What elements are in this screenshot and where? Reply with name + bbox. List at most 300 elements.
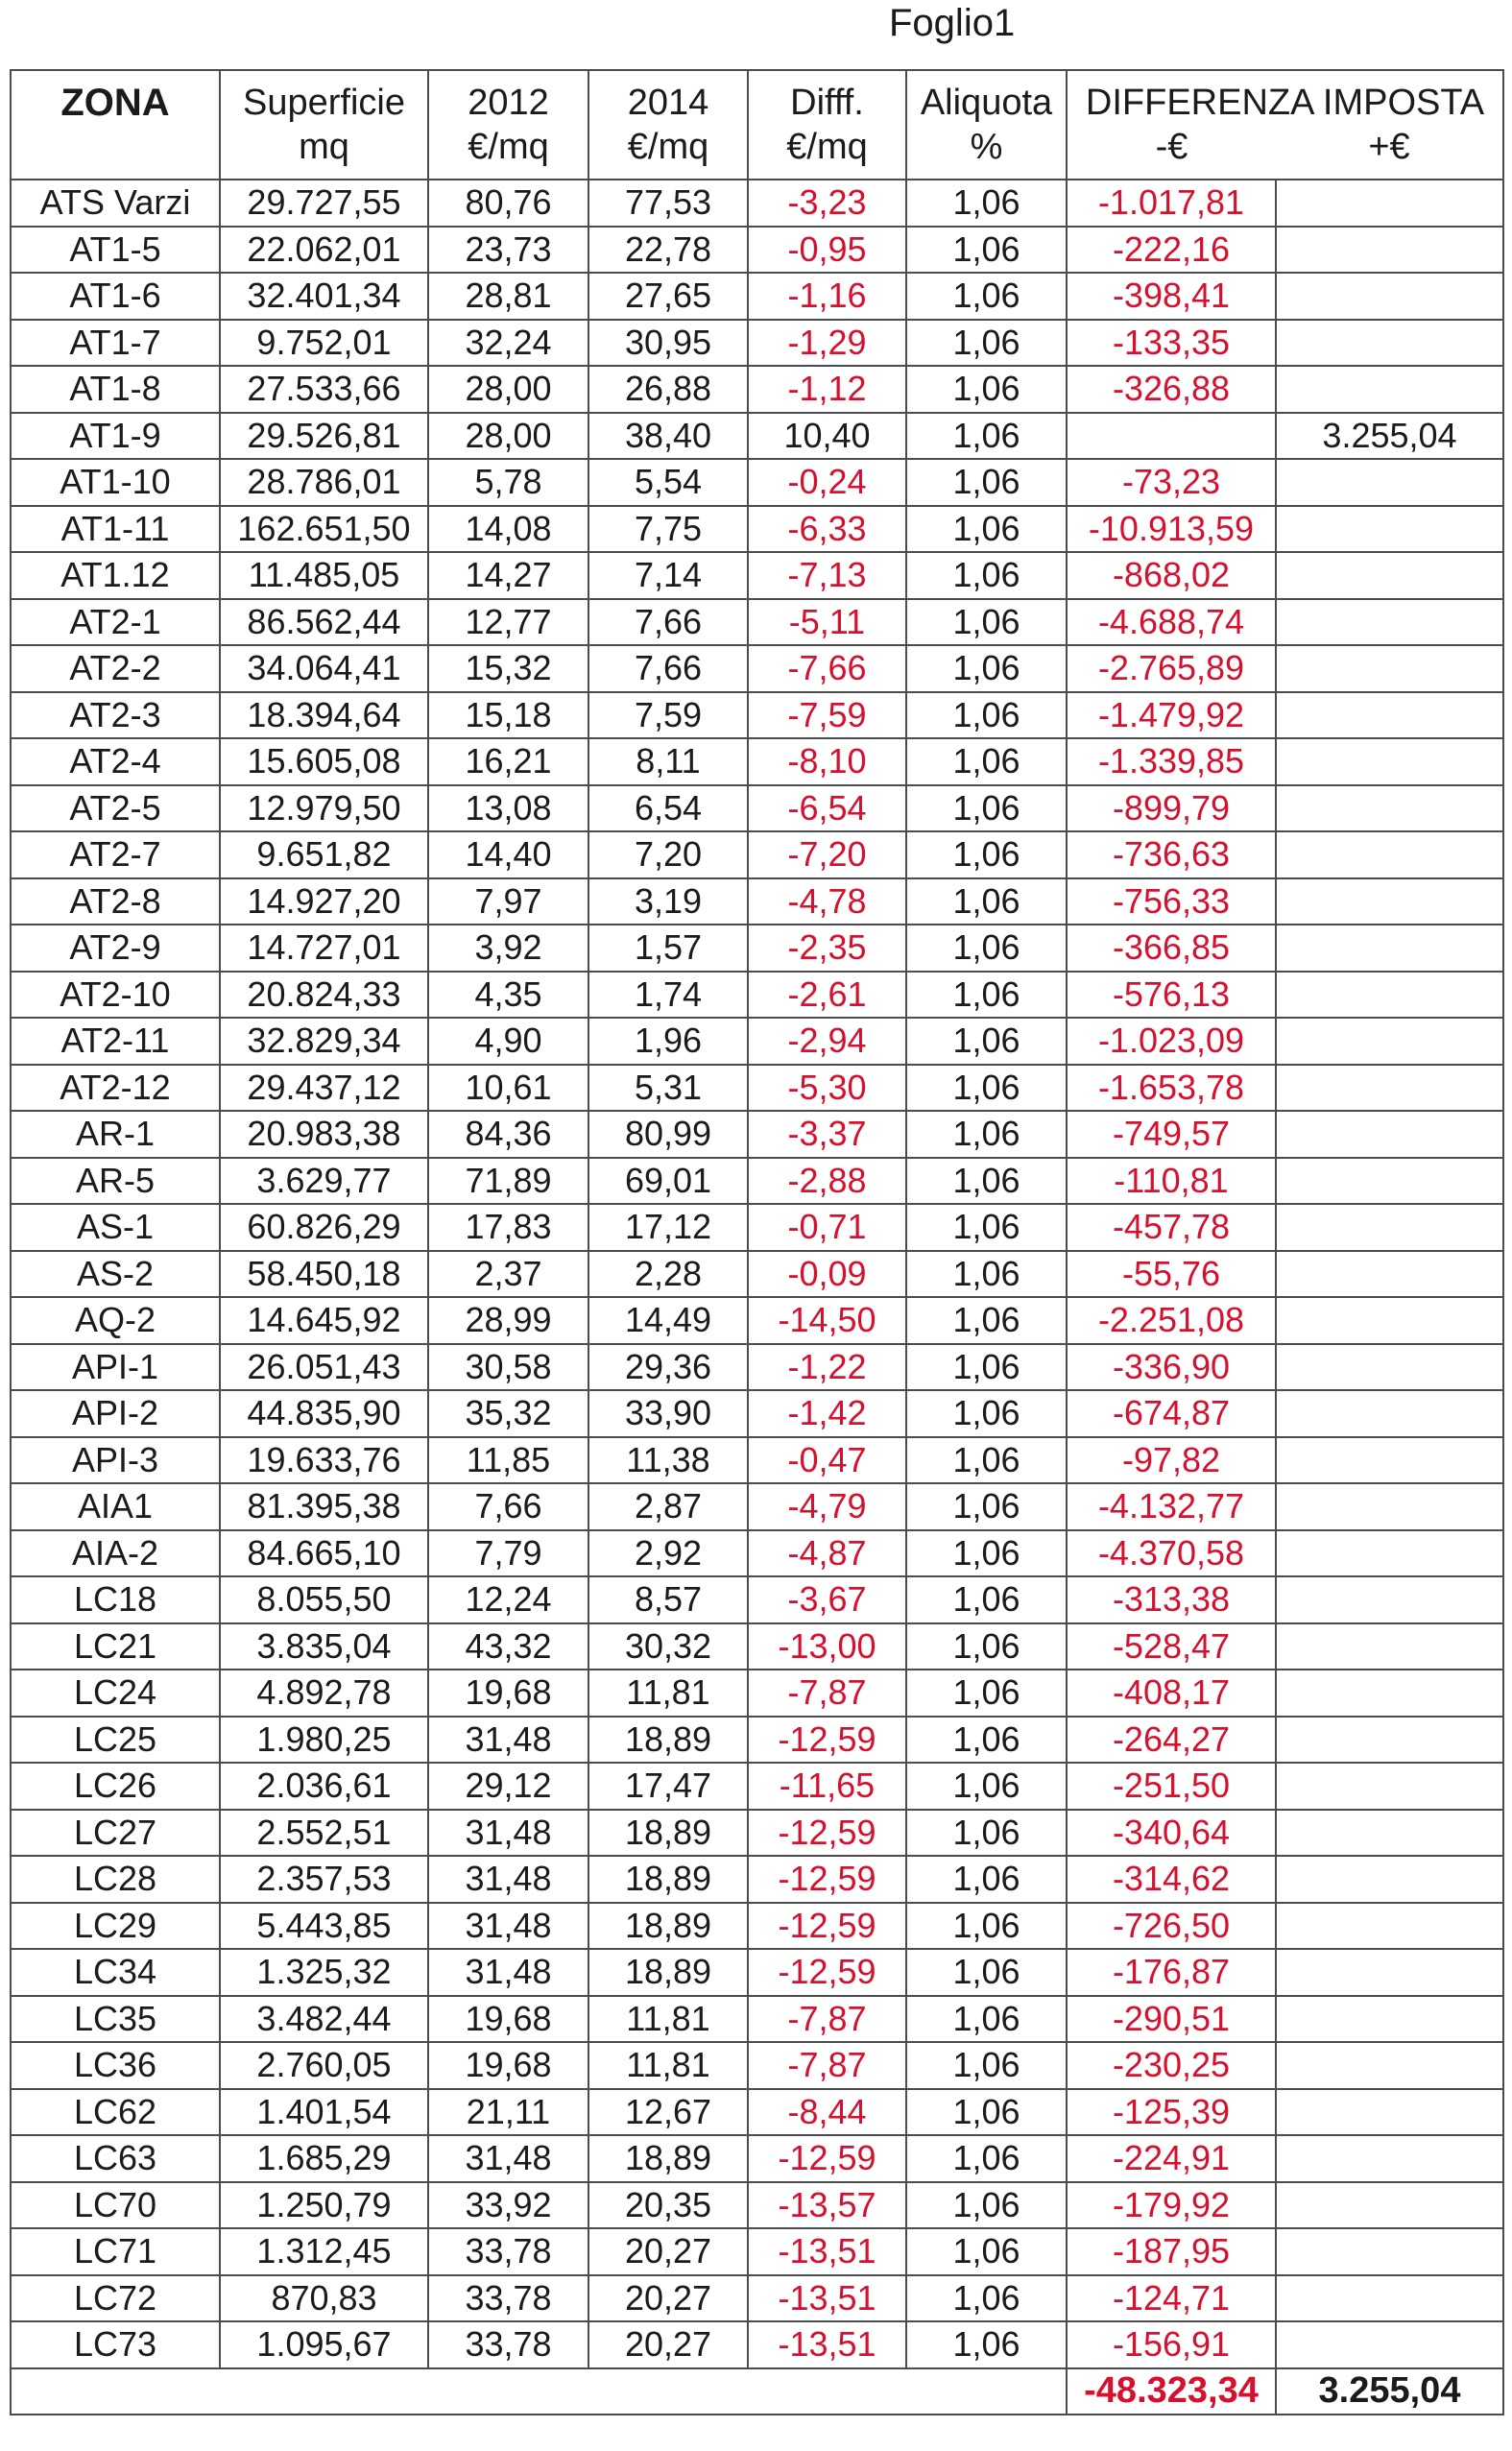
cell-aliquota: 1,06 [906, 1297, 1067, 1344]
cell-2012: 11,85 [428, 1437, 588, 1484]
cell-aliquota: 1,06 [906, 1251, 1067, 1298]
cell-zona: AR-5 [11, 1158, 220, 1205]
cell-2012: 28,81 [428, 273, 588, 320]
table-row [11, 1018, 1503, 1065]
table-row [11, 273, 1503, 320]
cell-zona: AT2-3 [11, 692, 220, 739]
cell-2014: 17,47 [588, 1763, 748, 1810]
cell-aliquota: 1,06 [906, 925, 1067, 972]
cell-diff: -0,09 [748, 1251, 906, 1298]
cell-differenza-pos [1276, 692, 1503, 739]
cell-2012: 33,92 [428, 2182, 588, 2229]
cell-zona: AT2-1 [11, 599, 220, 646]
cell-diff: -7,87 [748, 2042, 906, 2089]
cell-zona: LC24 [11, 1670, 220, 1717]
cell-2012: 10,61 [428, 1065, 588, 1112]
cell-differenza-neg: -749,57 [1067, 1111, 1276, 1158]
cell-differenza-pos [1276, 2089, 1503, 2136]
cell-differenza-neg [1067, 413, 1276, 460]
differenza-imposta-label: DIFFERENZA IMPOSTA [1085, 83, 1485, 123]
cell-zona: AT2-4 [11, 738, 220, 785]
cell-differenza-neg: -1.653,78 [1067, 1065, 1276, 1112]
table-row [11, 1158, 1503, 1205]
cell-differenza-pos [1276, 1483, 1503, 1530]
cell-diff: -12,59 [748, 1903, 906, 1950]
cell-aliquota: 1,06 [906, 831, 1067, 878]
table-row [11, 1903, 1503, 1950]
cell-diff: -14,50 [748, 1297, 906, 1344]
cell-2014: 18,89 [588, 2135, 748, 2182]
cell-zona: LC21 [11, 1623, 220, 1670]
cell-diff: -13,51 [748, 2275, 906, 2322]
table-row [11, 2042, 1503, 2089]
table-row [11, 1576, 1503, 1623]
cell-differenza-neg: -224,91 [1067, 2135, 1276, 2182]
cell-diff: -13,51 [748, 2228, 906, 2275]
cell-aliquota: 1,06 [906, 227, 1067, 274]
cell-2012: 4,90 [428, 1018, 588, 1065]
cell-differenza-neg: -222,16 [1067, 227, 1276, 274]
cell-differenza-neg: -326,88 [1067, 366, 1276, 413]
cell-superficie: 14.927,20 [220, 878, 428, 925]
cell-2014: 18,89 [588, 1810, 748, 1857]
cell-differenza-pos [1276, 599, 1503, 646]
cell-2012: 7,97 [428, 878, 588, 925]
cell-superficie: 2.036,61 [220, 1763, 428, 1810]
cell-2014: 80,99 [588, 1111, 748, 1158]
cell-zona: LC71 [11, 2228, 220, 2275]
cell-2012: 33,78 [428, 2275, 588, 2322]
cell-superficie: 20.983,38 [220, 1111, 428, 1158]
cell-differenza-neg: -736,63 [1067, 831, 1276, 878]
cell-differenza-neg: -133,35 [1067, 320, 1276, 367]
table-row [11, 1390, 1503, 1437]
year2012-header-line1: 2012 [468, 83, 549, 123]
cell-differenza-pos [1276, 1623, 1503, 1670]
year2014-header-line2: €/mq [627, 127, 709, 167]
cell-diff: -2,94 [748, 1018, 906, 1065]
cell-2014: 12,67 [588, 2089, 748, 2136]
table-row [11, 1437, 1503, 1484]
cell-2012: 31,48 [428, 1810, 588, 1857]
cell-superficie: 28.786,01 [220, 459, 428, 506]
cell-differenza-pos [1276, 1717, 1503, 1764]
cell-2012: 15,18 [428, 692, 588, 739]
cell-diff: -1,16 [748, 273, 906, 320]
cell-zona: LC73 [11, 2321, 220, 2368]
cell-aliquota: 1,06 [906, 1670, 1067, 1717]
cell-superficie: 8.055,50 [220, 1576, 428, 1623]
cell-differenza-neg: -2.251,08 [1067, 1297, 1276, 1344]
cell-differenza-pos [1276, 645, 1503, 692]
cell-diff: 10,40 [748, 413, 906, 460]
cell-diff: -8,10 [748, 738, 906, 785]
cell-diff: -4,87 [748, 1530, 906, 1577]
cell-differenza-neg: -528,47 [1067, 1623, 1276, 1670]
table-row [11, 1483, 1503, 1530]
year2012-header-line2: €/mq [468, 127, 549, 167]
cell-differenza-neg: -1.339,85 [1067, 738, 1276, 785]
cell-zona: LC36 [11, 2042, 220, 2089]
cell-aliquota: 1,06 [906, 878, 1067, 925]
differenza-sublabels [1068, 125, 1502, 169]
table-row [11, 1763, 1503, 1810]
cell-2014: 18,89 [588, 1856, 748, 1903]
table-row [11, 1996, 1503, 2043]
cell-2014: 14,49 [588, 1297, 748, 1344]
table-row [11, 1251, 1503, 1298]
cell-2014: 8,11 [588, 738, 748, 785]
cell-2012: 15,32 [428, 645, 588, 692]
cell-2014: 29,36 [588, 1344, 748, 1391]
cell-aliquota: 1,06 [906, 1856, 1067, 1903]
cell-2012: 19,68 [428, 1996, 588, 2043]
col-header-2012 [428, 70, 588, 180]
cell-diff: -3,37 [748, 1111, 906, 1158]
table-row [11, 552, 1503, 599]
cell-differenza-pos [1276, 1996, 1503, 2043]
cell-2014: 18,89 [588, 1903, 748, 1950]
cell-diff: -5,30 [748, 1065, 906, 1112]
cell-2014: 11,81 [588, 1670, 748, 1717]
cell-zona: AT1-6 [11, 273, 220, 320]
table-row [11, 1344, 1503, 1391]
cell-differenza-neg: -124,71 [1067, 2275, 1276, 2322]
cell-zona: AT2-12 [11, 1065, 220, 1112]
cell-zona: AT2-5 [11, 785, 220, 832]
cell-diff: -1,29 [748, 320, 906, 367]
cell-diff: -12,59 [748, 1949, 906, 1996]
col-header-superficie [220, 70, 428, 180]
cell-2012: 30,58 [428, 1344, 588, 1391]
cell-2012: 14,08 [428, 506, 588, 553]
cell-2012: 4,35 [428, 972, 588, 1019]
table-row [11, 1111, 1503, 1158]
cell-diff: -6,54 [748, 785, 906, 832]
cell-aliquota: 1,06 [906, 1903, 1067, 1950]
cell-differenza-pos [1276, 2042, 1503, 2089]
table-row [11, 645, 1503, 692]
cell-2014: 18,89 [588, 1717, 748, 1764]
cell-differenza-neg: -4.688,74 [1067, 599, 1276, 646]
cell-2012: 43,32 [428, 1623, 588, 1670]
cell-superficie: 18.394,64 [220, 692, 428, 739]
table-row [11, 599, 1503, 646]
zona-header-label: ZONA [60, 82, 170, 124]
cell-aliquota: 1,06 [906, 1996, 1067, 2043]
cell-2012: 12,77 [428, 599, 588, 646]
cell-diff: -2,88 [748, 1158, 906, 1205]
cell-2014: 77,53 [588, 180, 748, 227]
table-row [11, 2182, 1503, 2229]
col-header-2014 [588, 70, 748, 180]
cell-superficie: 3.482,44 [220, 1996, 428, 2043]
cell-differenza-neg: -313,38 [1067, 1576, 1276, 1623]
cell-differenza-pos [1276, 1576, 1503, 1623]
cell-zona: AT1-10 [11, 459, 220, 506]
cell-2014: 20,27 [588, 2228, 748, 2275]
cell-2014: 38,40 [588, 413, 748, 460]
cell-superficie: 26.051,43 [220, 1344, 428, 1391]
cell-differenza-neg: -110,81 [1067, 1158, 1276, 1205]
cell-zona: AT1.12 [11, 552, 220, 599]
cell-differenza-neg: -179,92 [1067, 2182, 1276, 2229]
cell-differenza-pos [1276, 1251, 1503, 1298]
cell-superficie: 4.892,78 [220, 1670, 428, 1717]
cell-diff: -13,00 [748, 1623, 906, 1670]
cell-aliquota: 1,06 [906, 2321, 1067, 2368]
cell-aliquota: 1,06 [906, 2089, 1067, 2136]
table-row [11, 1670, 1503, 1717]
cell-aliquota: 1,06 [906, 1018, 1067, 1065]
cell-differenza-pos [1276, 2321, 1503, 2368]
cell-differenza-pos [1276, 273, 1503, 320]
cell-superficie: 44.835,90 [220, 1390, 428, 1437]
cell-differenza-pos [1276, 366, 1503, 413]
cell-superficie: 5.443,85 [220, 1903, 428, 1950]
diff-header-line1: Difff. [790, 83, 864, 123]
cell-differenza-neg: -187,95 [1067, 2228, 1276, 2275]
cell-zona: AT2-9 [11, 925, 220, 972]
cell-zona: AS-1 [11, 1204, 220, 1251]
cell-2014: 11,38 [588, 1437, 748, 1484]
cell-differenza-pos [1276, 1390, 1503, 1437]
cell-superficie: 22.062,01 [220, 227, 428, 274]
cell-zona: LC25 [11, 1717, 220, 1764]
cell-2012: 3,92 [428, 925, 588, 972]
cell-aliquota: 1,06 [906, 1949, 1067, 1996]
cell-differenza-pos [1276, 1111, 1503, 1158]
cell-aliquota: 1,06 [906, 1763, 1067, 1810]
cell-diff: -7,66 [748, 645, 906, 692]
cell-zona: AT1-8 [11, 366, 220, 413]
cell-aliquota: 1,06 [906, 972, 1067, 1019]
cell-aliquota: 1,06 [906, 1065, 1067, 1112]
cell-differenza-pos [1276, 1158, 1503, 1205]
total-negative-cell: -48.323,34 [1067, 2368, 1276, 2415]
cell-2012: 31,48 [428, 1949, 588, 1996]
cell-differenza-neg: -230,25 [1067, 2042, 1276, 2089]
cell-2012: 71,89 [428, 1158, 588, 1205]
cell-2014: 7,59 [588, 692, 748, 739]
cell-2012: 23,73 [428, 227, 588, 274]
cell-2012: 33,78 [428, 2228, 588, 2275]
cell-diff: -1,22 [748, 1344, 906, 1391]
cell-zona: AQ-2 [11, 1297, 220, 1344]
cell-aliquota: 1,06 [906, 2228, 1067, 2275]
cell-diff: -8,44 [748, 2089, 906, 2136]
cell-2014: 7,66 [588, 645, 748, 692]
header-row [11, 70, 1503, 180]
cell-superficie: 32.401,34 [220, 273, 428, 320]
cell-superficie: 32.829,34 [220, 1018, 428, 1065]
cell-differenza-neg: -314,62 [1067, 1856, 1276, 1903]
cell-diff: -0,24 [748, 459, 906, 506]
cell-2012: 14,27 [428, 552, 588, 599]
superficie-header-line2: mq [299, 127, 349, 167]
table-row [11, 2228, 1503, 2275]
cell-2014: 20,35 [588, 2182, 748, 2229]
cell-zona: LC28 [11, 1856, 220, 1903]
cell-differenza-pos [1276, 227, 1503, 274]
cell-aliquota: 1,06 [906, 2135, 1067, 2182]
cell-differenza-pos [1276, 506, 1503, 553]
cell-differenza-pos [1276, 2135, 1503, 2182]
cell-differenza-neg: -2.765,89 [1067, 645, 1276, 692]
table-row [11, 2321, 1503, 2368]
cell-aliquota: 1,06 [906, 2042, 1067, 2089]
cell-2012: 31,48 [428, 2135, 588, 2182]
cell-diff: -4,79 [748, 1483, 906, 1530]
cell-2014: 3,19 [588, 878, 748, 925]
cell-zona: LC26 [11, 1763, 220, 1810]
cell-zona: API-1 [11, 1344, 220, 1391]
cell-differenza-pos [1276, 1297, 1503, 1344]
cell-differenza-neg: -290,51 [1067, 1996, 1276, 2043]
cell-superficie: 27.533,66 [220, 366, 428, 413]
cell-diff: -5,11 [748, 599, 906, 646]
col-header-differenza-imposta [1067, 70, 1503, 180]
cell-aliquota: 1,06 [906, 1390, 1067, 1437]
table-row [11, 1810, 1503, 1857]
pos-euro-label: +€ [1368, 127, 1410, 167]
cell-differenza-pos: 3.255,04 [1276, 413, 1503, 460]
cell-differenza-pos [1276, 1903, 1503, 1950]
cell-diff: -1,42 [748, 1390, 906, 1437]
cell-differenza-neg: -176,87 [1067, 1949, 1276, 1996]
cell-diff: -12,59 [748, 2135, 906, 2182]
cell-aliquota: 1,06 [906, 273, 1067, 320]
cell-2014: 30,95 [588, 320, 748, 367]
cell-differenza-neg: -4.132,77 [1067, 1483, 1276, 1530]
cell-differenza-pos [1276, 1949, 1503, 1996]
cell-zona: API-3 [11, 1437, 220, 1484]
cell-diff: -12,59 [748, 1717, 906, 1764]
cell-differenza-neg: -1.479,92 [1067, 692, 1276, 739]
cell-zona: AT2-8 [11, 878, 220, 925]
cell-differenza-neg: -97,82 [1067, 1437, 1276, 1484]
cell-diff: -0,71 [748, 1204, 906, 1251]
total-row [11, 2368, 1503, 2415]
cell-differenza-pos [1276, 1530, 1503, 1577]
cell-2014: 6,54 [588, 785, 748, 832]
cell-differenza-neg: -340,64 [1067, 1810, 1276, 1857]
cell-aliquota: 1,06 [906, 2182, 1067, 2229]
cell-zona: AIA1 [11, 1483, 220, 1530]
table-row [11, 1623, 1503, 1670]
cell-superficie: 19.633,76 [220, 1437, 428, 1484]
cell-diff: -7,87 [748, 1996, 906, 2043]
cell-aliquota: 1,06 [906, 1717, 1067, 1764]
cell-diff: -7,87 [748, 1670, 906, 1717]
cell-2014: 22,78 [588, 227, 748, 274]
cell-2012: 13,08 [428, 785, 588, 832]
cell-zona: LC29 [11, 1903, 220, 1950]
cell-superficie: 60.826,29 [220, 1204, 428, 1251]
cell-diff: -6,33 [748, 506, 906, 553]
cell-diff: -7,13 [748, 552, 906, 599]
cell-zona: LC63 [11, 2135, 220, 2182]
cell-differenza-neg: -10.913,59 [1067, 506, 1276, 553]
cell-2014: 7,14 [588, 552, 748, 599]
cell-differenza-neg: -398,41 [1067, 273, 1276, 320]
cell-zona: AT1-7 [11, 320, 220, 367]
cell-differenza-pos [1276, 878, 1503, 925]
cell-2014: 11,81 [588, 2042, 748, 2089]
cell-differenza-pos [1276, 2228, 1503, 2275]
cell-diff: -12,59 [748, 1856, 906, 1903]
cell-2014: 26,88 [588, 366, 748, 413]
cell-2012: 31,48 [428, 1856, 588, 1903]
cell-2012: 16,21 [428, 738, 588, 785]
cell-differenza-pos [1276, 1856, 1503, 1903]
cell-superficie: 1.095,67 [220, 2321, 428, 2368]
cell-2014: 1,96 [588, 1018, 748, 1065]
cell-differenza-pos [1276, 1065, 1503, 1112]
cell-aliquota: 1,06 [906, 785, 1067, 832]
cell-2014: 27,65 [588, 273, 748, 320]
table-row [11, 180, 1503, 227]
cell-superficie: 3.629,77 [220, 1158, 428, 1205]
cell-zona: AIA-2 [11, 1530, 220, 1577]
cell-superficie: 11.485,05 [220, 552, 428, 599]
cell-zona: AT2-10 [11, 972, 220, 1019]
cell-2012: 19,68 [428, 2042, 588, 2089]
table-row [11, 1717, 1503, 1764]
cell-aliquota: 1,06 [906, 413, 1067, 460]
cell-superficie: 15.605,08 [220, 738, 428, 785]
cell-superficie: 870,83 [220, 2275, 428, 2322]
cell-superficie: 1.325,32 [220, 1949, 428, 1996]
table-row [11, 878, 1503, 925]
cell-zona: LC34 [11, 1949, 220, 1996]
cell-superficie: 9.651,82 [220, 831, 428, 878]
cell-differenza-pos [1276, 1670, 1503, 1717]
cell-2014: 18,89 [588, 1949, 748, 1996]
table-body [11, 180, 1503, 2368]
col-header-diff [748, 70, 906, 180]
cell-differenza-pos [1276, 459, 1503, 506]
cell-2012: 29,12 [428, 1763, 588, 1810]
cell-superficie: 12.979,50 [220, 785, 428, 832]
cell-differenza-neg: -726,50 [1067, 1903, 1276, 1950]
cell-zona: LC35 [11, 1996, 220, 2043]
cell-2014: 2,87 [588, 1483, 748, 1530]
cell-2012: 31,48 [428, 1903, 588, 1950]
cell-zona: LC18 [11, 1576, 220, 1623]
cell-2012: 2,37 [428, 1251, 588, 1298]
cell-differenza-pos [1276, 738, 1503, 785]
cell-differenza-neg: -576,13 [1067, 972, 1276, 1019]
cell-2014: 1,57 [588, 925, 748, 972]
cell-superficie: 14.727,01 [220, 925, 428, 972]
table-row [11, 366, 1503, 413]
aliquota-header-line2: % [970, 127, 1003, 167]
table-row [11, 972, 1503, 1019]
cell-2014: 5,54 [588, 459, 748, 506]
cell-differenza-neg: -73,23 [1067, 459, 1276, 506]
cell-aliquota: 1,06 [906, 599, 1067, 646]
table-row [11, 413, 1503, 460]
cell-2014: 69,01 [588, 1158, 748, 1205]
cell-differenza-pos [1276, 320, 1503, 367]
cell-2012: 35,32 [428, 1390, 588, 1437]
cell-superficie: 162.651,50 [220, 506, 428, 553]
cell-zona: AT2-7 [11, 831, 220, 878]
cell-diff: -0,47 [748, 1437, 906, 1484]
cell-superficie: 81.395,38 [220, 1483, 428, 1530]
cell-2012: 7,66 [428, 1483, 588, 1530]
